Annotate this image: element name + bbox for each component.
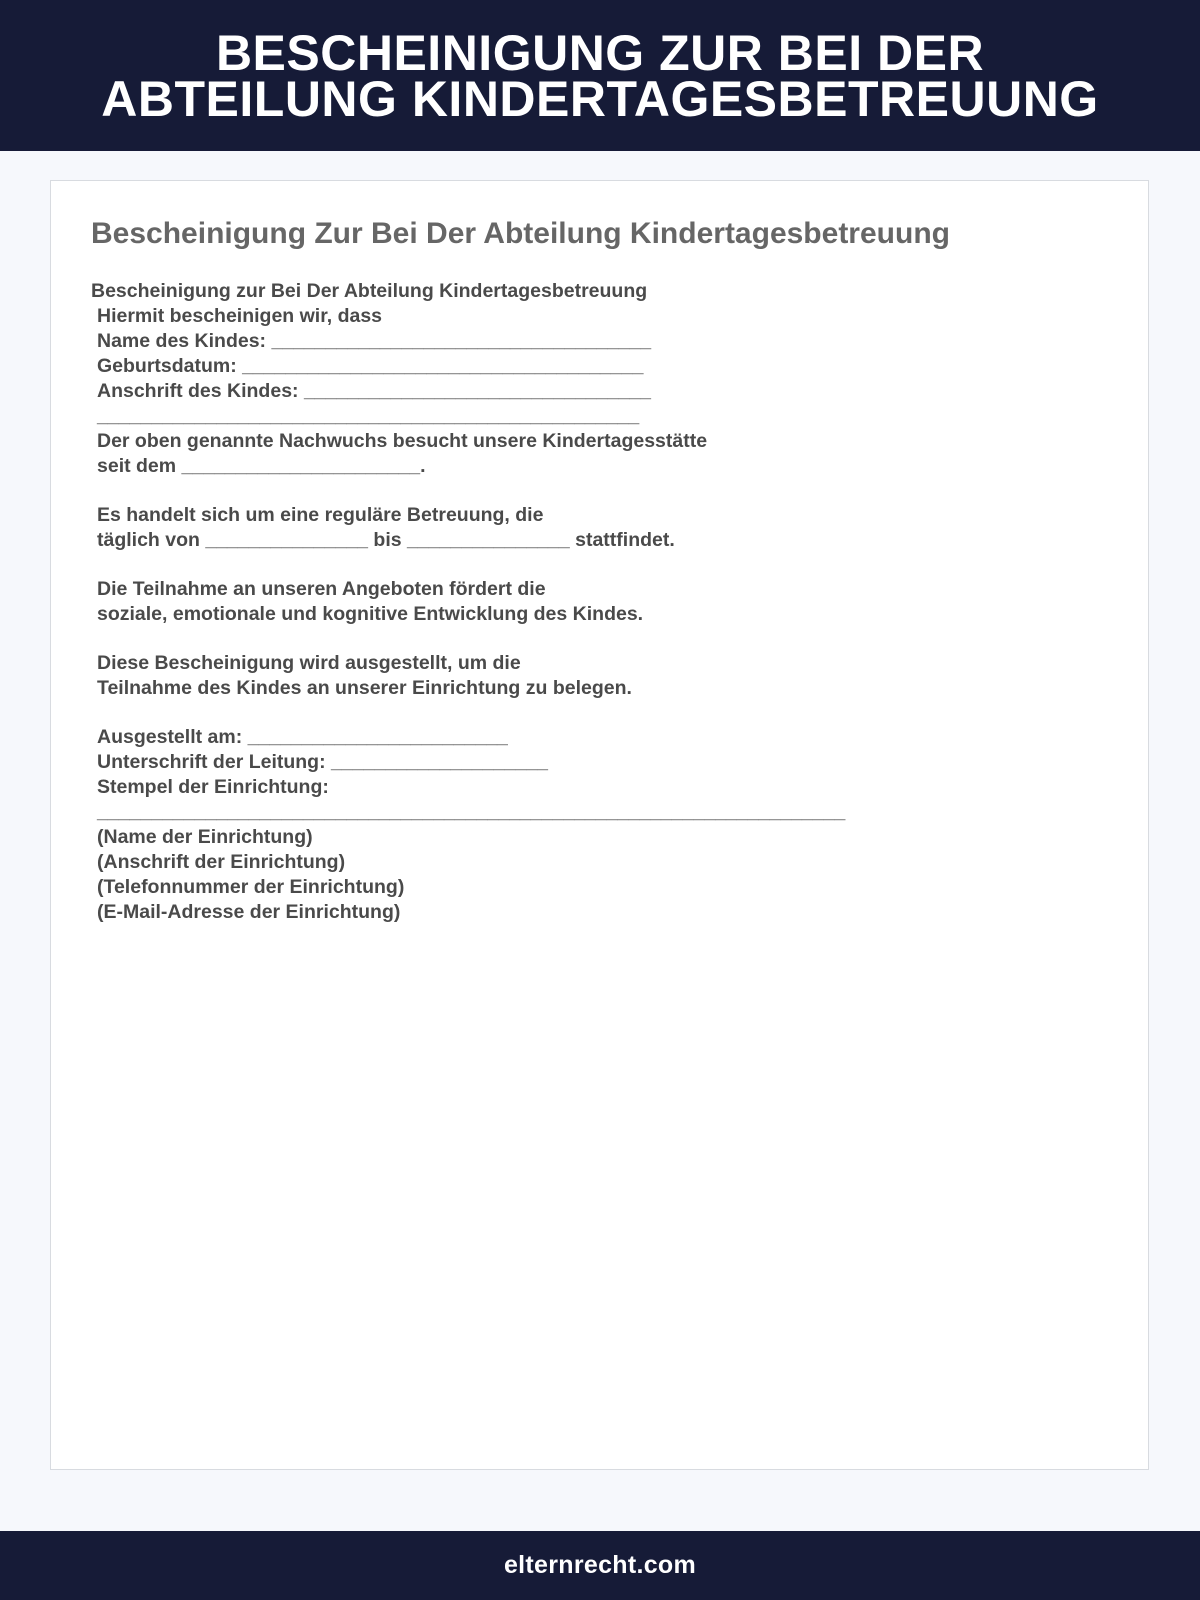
care-hours-field: täglich von _______________ bis _______________ stattfindet. bbox=[97, 529, 675, 551]
child-name-field: Name des Kindes: ___________________________________ bbox=[97, 330, 652, 352]
care-line-1: Es handelt sich um eine reguläre Betreuung, die bbox=[97, 504, 544, 526]
page-header bbox=[0, 0, 1200, 151]
page-footer bbox=[0, 1531, 1200, 1600]
document-title: Bescheinigung Zur Bei Der Abteilung Kindertagesbetreuung bbox=[91, 217, 950, 250]
birth-date-field: Geburtsdatum: _____________________________________ bbox=[97, 355, 644, 377]
header-title-line-2: ABTEILUNG KINDERTAGESBETREUUNG bbox=[101, 70, 1099, 127]
stamp-line: _____________________________________________________________________ bbox=[97, 801, 846, 823]
attendance-line-1: Der oben genannte Nachwuchs besucht unsere Kindertagesstätte bbox=[97, 430, 708, 452]
document-sheet bbox=[50, 180, 1149, 1470]
document-body bbox=[91, 279, 845, 925]
document-heading-line: Bescheinigung zur Bei Der Abteilung Kindertagesbetreuung bbox=[91, 280, 648, 302]
header-title-line-1: BESCHEINIGUNG ZUR BEI DER bbox=[215, 24, 985, 81]
facility-address-placeholder: (Anschrift der Einrichtung) bbox=[97, 851, 346, 873]
facility-phone-placeholder: (Telefonnummer der Einrichtung) bbox=[97, 876, 405, 898]
participation-line-2: soziale, emotionale und kognitive Entwicklung des Kindes. bbox=[97, 603, 644, 625]
footer-site-link[interactable]: elternrecht.com bbox=[503, 1551, 697, 1579]
purpose-line-1: Diese Bescheinigung wird ausgestellt, um die bbox=[97, 652, 521, 674]
child-address-extra-line: __________________________________________________ bbox=[97, 405, 640, 427]
child-address-field: Anschrift des Kindes: ________________________________ bbox=[97, 380, 651, 402]
stamp-label: Stempel der Einrichtung: bbox=[97, 776, 329, 798]
signature-field: Unterschrift der Leitung: ____________________ bbox=[97, 751, 548, 773]
paragraph-gap bbox=[91, 479, 845, 503]
paragraph-gap bbox=[91, 627, 845, 651]
facility-name-placeholder: (Name der Einrichtung) bbox=[97, 826, 313, 848]
attendance-since-field: seit dem ______________________. bbox=[97, 455, 426, 477]
paragraph-gap bbox=[91, 701, 845, 725]
paragraph-gap bbox=[91, 553, 845, 577]
intro-line: Hiermit bescheinigen wir, dass bbox=[97, 305, 383, 327]
facility-email-placeholder: (E-Mail-Adresse der Einrichtung) bbox=[97, 901, 401, 923]
purpose-line-2: Teilnahme des Kindes an unserer Einrichtung zu belegen. bbox=[97, 677, 632, 699]
issued-on-field: Ausgestellt am: ________________________ bbox=[97, 726, 508, 748]
participation-line-1: Die Teilnahme an unseren Angeboten fördert die bbox=[97, 578, 546, 600]
